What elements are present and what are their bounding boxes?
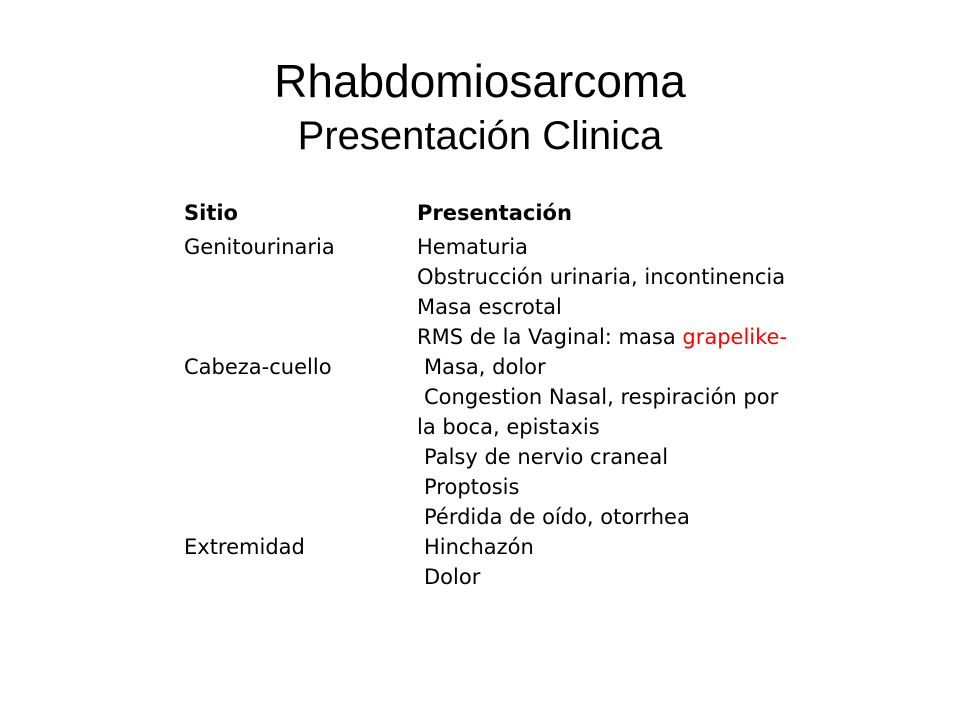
presentation-line: Masa escrotal: [417, 295, 562, 319]
presentation-line: Obstrucción urinaria, incontinencia: [417, 265, 786, 289]
presentation-line: Hematuria: [417, 235, 528, 259]
presentation-line: Masa, dolor: [424, 355, 546, 379]
grapelike-highlight: grapelike-: [682, 325, 788, 349]
site-genitourinaria: Genitourinaria: [184, 235, 335, 259]
header-site: Sitio: [184, 201, 238, 225]
table-row-genitourinaria: [184, 232, 864, 352]
site-cabeza-cuello: Cabeza-cuello: [184, 355, 332, 379]
rms-text: RMS de la Vaginal: masa: [417, 325, 676, 349]
slide-title: [0, 52, 960, 162]
presentation-extremidad: [417, 532, 864, 592]
presentation-table: [184, 198, 864, 592]
header-presentation: Presentación: [417, 201, 572, 225]
table-row-cabeza-cuello: [184, 352, 864, 532]
presentation-cabeza-cuello: [417, 352, 864, 532]
presentation-line-rms: [417, 322, 864, 352]
presentation-line: Proptosis: [424, 475, 520, 499]
site-extremidad: Extremidad: [184, 535, 305, 559]
presentation-line: Dolor: [424, 565, 481, 589]
table-header-row: [184, 198, 864, 228]
title-subtitle: Presentación Clinica: [297, 114, 663, 158]
presentation-line: la boca, epistaxis: [417, 415, 600, 439]
presentation-line: Palsy de nervio craneal: [424, 445, 669, 469]
presentation-line: Hinchazón: [424, 535, 534, 559]
presentation-line: Congestion Nasal, respiración por: [424, 385, 779, 409]
table-row-extremidad: [184, 532, 864, 592]
presentation-genitourinaria: [417, 232, 864, 352]
title-main: Rhabdomiosarcoma: [274, 55, 686, 107]
presentation-line: Pérdida de oído, otorrhea: [424, 505, 690, 529]
